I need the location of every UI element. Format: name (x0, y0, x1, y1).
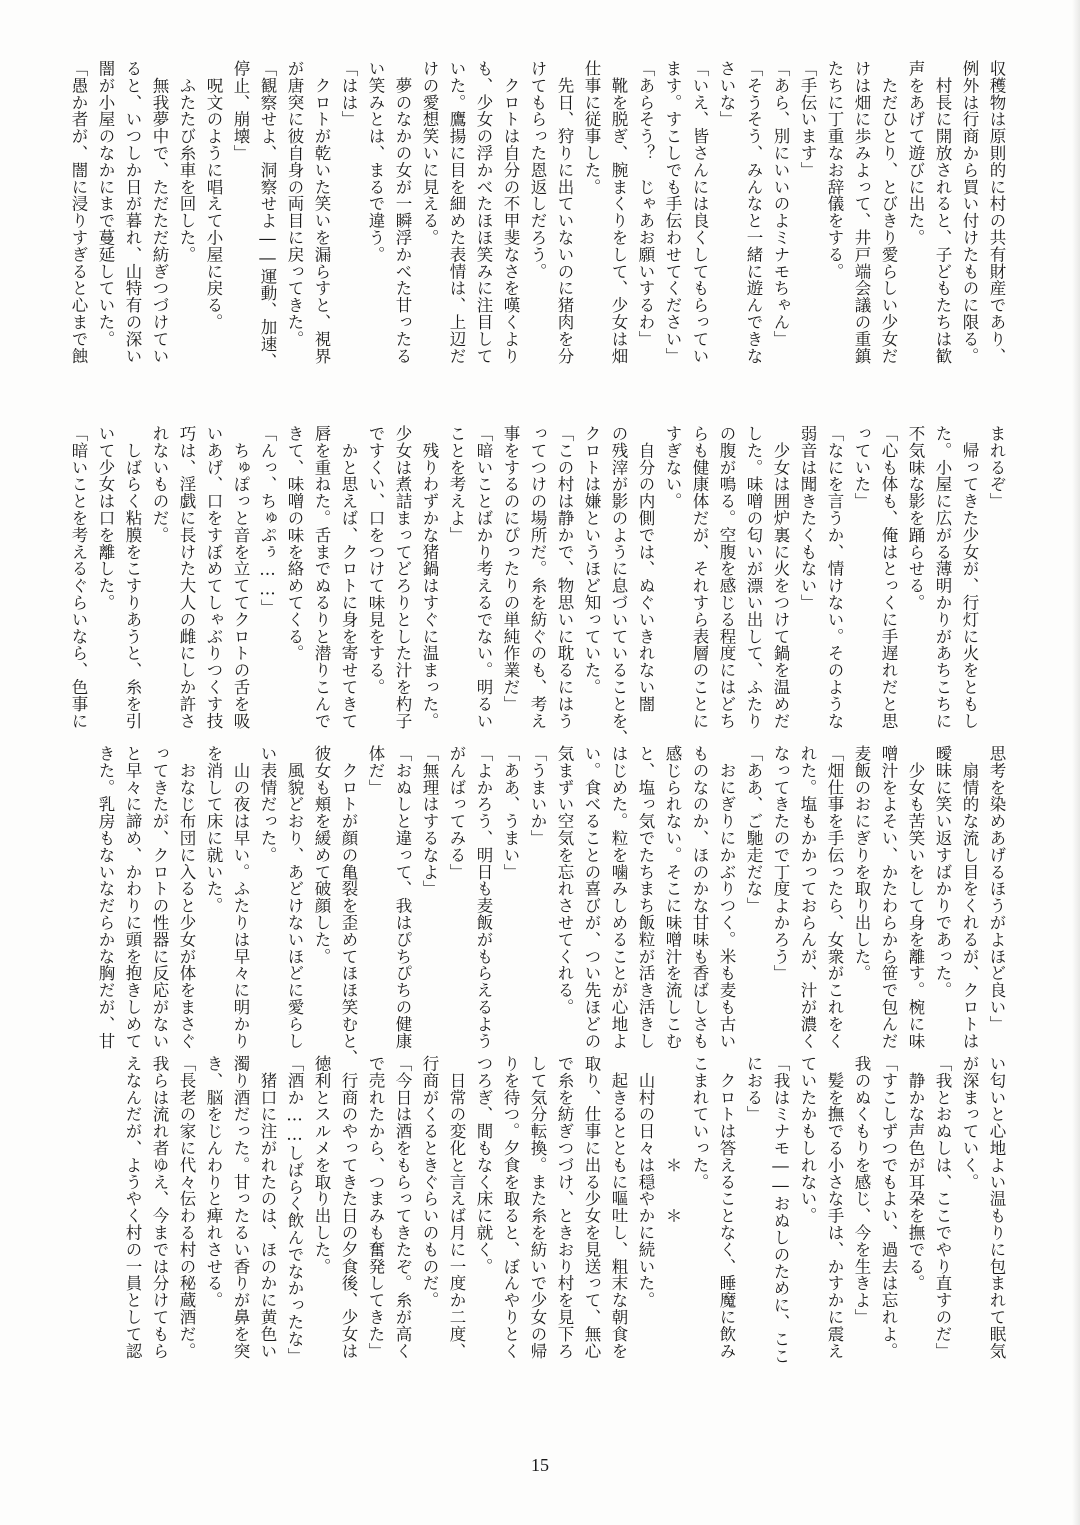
text-line: クロトが顔の亀裂を歪めてほほ笑むと、 (339, 745, 358, 1067)
text-line: 曖昧に笑い返すばかりであった。 (933, 745, 952, 999)
text-line: ことを考えよ」 (447, 425, 466, 544)
text-line: 少女は囲炉裏に火をつけて鍋を温めだ (771, 425, 790, 730)
text-line: たちに丁重なお辞儀をする。 (825, 60, 844, 280)
text-line: を消して床に就いた。 (204, 745, 223, 914)
text-line: と早々に諦め、かわりに頭を抱きしめて (123, 745, 142, 1050)
text-line: 行商がくるときぐらいのものだ。 (420, 1055, 439, 1309)
text-line: た。小屋に広がる薄明かりがあちこちに (933, 425, 952, 730)
text-line: 我らは流れ者ゆえ、今までは分けてもら (150, 1055, 169, 1360)
text-line: 「んっ、ちゅぷぅ……」 (258, 425, 277, 616)
text-line: 「愚か者が、闇に浸りすぎると心まで蝕 (69, 60, 88, 365)
text-line: 日常の変化と言えば月に一度か二度、 (447, 1055, 466, 1360)
text-line: 「そうそう、みんなと一緒に遊んできな (744, 60, 763, 365)
text-line: れないものだ。 (150, 425, 169, 544)
text-line: 無我夢中で、ただただ紡ぎつづけてい (150, 60, 169, 365)
text-line: ていたかもしれない。 (798, 1055, 817, 1224)
text-line: い匂いと心地よい温もりに包まれて眠気 (987, 1055, 1006, 1360)
text-line: 「今日は酒をもらってきたぞ。糸が高く (393, 1055, 412, 1360)
text-line: 先日、狩りに出ていないのに猪肉を分 (555, 60, 574, 365)
text-line: 山村の日々は穏やかに続いた。 (636, 1055, 655, 1309)
text-line: ます。すこしでも手伝わせてください」 (663, 60, 682, 365)
text-line: いて少女は口を離した。 (96, 425, 115, 611)
text-line: ふたたび糸車を回した。 (177, 60, 196, 263)
text-line: 不気味な影を踊らせる。 (906, 425, 925, 611)
text-line: 「あら、別にいいのよミナモちゃん」 (771, 60, 790, 348)
text-line: 少女も苦笑いをして身を離す。椀に味 (906, 745, 925, 1050)
text-block-1 (69, 60, 1010, 390)
text-line: 「ああ、うまい」 (501, 745, 520, 881)
text-line: 「観察せよ、洞察せよ――運動、加速、 (258, 60, 277, 370)
text-line: ると、いつしか日が暮れ、山特有の深い (123, 60, 142, 365)
text-line: がんばってみる」 (447, 745, 466, 881)
text-line: っていた」 (852, 425, 871, 510)
text-line: 「うまいか」 (528, 745, 547, 847)
text-block-3 (80, 745, 1010, 1075)
text-line: 麦飯のおにぎりを取り出した。 (852, 745, 871, 982)
text-line: 「おぬしと違って、我はぴちぴちの健康 (393, 745, 412, 1050)
text-line: 「よかろう、明日も麦飯がもらえるよう (474, 745, 493, 1050)
text-line: クロトは嫌というほど知っていた。 (582, 425, 601, 696)
text-line: 「はは」 (339, 60, 358, 128)
text-line: で売れたから、つまみも奮発してきた」 (366, 1055, 385, 1360)
text-line: 少女は煮詰まってどろりとした汁を杓子 (393, 425, 412, 730)
text-line: 「無理はするなよ」 (420, 745, 439, 898)
text-line: けの愛想笑いに見える。 (420, 60, 439, 246)
text-line: なってきたので丁度よかろう」 (771, 745, 790, 982)
text-line: 噌汁をよそい、かたわらから笹で包んだ (879, 745, 898, 1050)
text-line: ってきたが、クロトの性器に反応がない (150, 745, 169, 1050)
text-line: が唐突に彼自身の両目に戻ってきた。 (285, 60, 304, 348)
text-line: 停止、崩壊」 (231, 60, 250, 162)
text-line: 徳利とスルメを取り出した。 (312, 1055, 331, 1275)
text-line: して気分転換。また糸を紡いで少女の帰 (528, 1055, 547, 1360)
text-line: の腹が鳴る。空腹を感じる程度にはどち (717, 425, 736, 730)
text-line: 「ああ、ご馳走だな」 (744, 745, 763, 914)
text-line: 山の夜は早い。ふたりは早々に明かり (231, 745, 250, 1050)
text-line: 気まずい空気を忘れさせてくれる。 (555, 745, 574, 1016)
text-line: つろぎ、間もなく床に就く。 (474, 1055, 493, 1275)
text-line: 「心も体も、俺はとっくに手遅れだと思 (879, 425, 898, 730)
text-line: らも健康体だが、それすら表層のことに (690, 425, 709, 730)
text-line: ですくい、口をつけて味見をする。 (366, 425, 385, 696)
text-line: 取り、仕事に出る少女を見送って、無心 (582, 1055, 601, 1360)
page-number: 15 (531, 1455, 549, 1475)
text-line: りを待つ。夕食を取ると、ぼんやりとく (501, 1055, 520, 1360)
text-line: 「この村は静かで、物思いに耽るにはう (555, 425, 574, 730)
text-block-4 (80, 1055, 1010, 1385)
text-line: クロトは自分の不甲斐なさを嘆くより (501, 60, 520, 365)
text-line: と、塩っ気でたちまち飯粒が活き活きし (636, 745, 655, 1050)
text-line: におる」 (744, 1055, 763, 1123)
text-line: すぎない。 (663, 425, 682, 510)
text-line: 「我とおぬしは、ここでやり直すのだ」 (933, 1055, 952, 1360)
text-line: も、少女の浮かべたほほ笑みに注目して (474, 60, 493, 365)
text-line: 「長老の家に代々伝わる村の秘蔵酒だ。 (177, 1055, 196, 1360)
text-line: さいな」 (717, 60, 736, 128)
text-line: 唇を重ねた。舌までぬるりと潜りこんで (312, 425, 331, 730)
text-line: の残滓が影のように息づいていることを、 (609, 425, 628, 747)
text-line: 「畑仕事を手伝ったら、女衆がこれをく (825, 745, 844, 1050)
text-line: 闇が小屋のなかにまで蔓延していた。 (96, 60, 115, 348)
text-line: クロトが乾いた笑いを漏らすと、視界 (312, 60, 331, 365)
text-line: 髪を撫でる小さな手は、かすかに震え (825, 1055, 844, 1360)
text-line: き、脳をじんわりと痺れさせる。 (204, 1055, 223, 1309)
scan-edge (1072, 0, 1080, 1525)
text-line: 例外は行商から買い付けたものに限る。 (960, 60, 979, 365)
text-line: かと思えば、クロトに身を寄せてきて (339, 425, 358, 730)
text-line: こまれていった。 (690, 1055, 709, 1191)
text-line: けてもらった恩返しだろう。 (528, 60, 547, 280)
text-line: 「暗いことを考えるぐらいなら、色事に (69, 425, 88, 730)
text-line: 靴を脱ぎ、腕まくりをして、少女は畑 (609, 60, 628, 365)
text-line: 「手伝います」 (798, 60, 817, 179)
text-block-2 (69, 425, 1010, 755)
text-line: 「なにを言うか、情けない。そのような (825, 425, 844, 730)
text-line: けは畑に歩みよって、井戸端会議の重鎮 (852, 60, 871, 365)
text-line: 静かな声色が耳朶を撫でる。 (906, 1055, 925, 1292)
text-line: 弱音は聞きたくもない」 (798, 425, 817, 611)
text-line: 残りわずかな猪鍋はすぐに温まった。 (420, 425, 439, 730)
text-line: まれるぞ」 (987, 425, 1006, 510)
text-line: 呪文のように唱えて小屋に戻る。 (204, 60, 223, 331)
text-line: おなじ布団に入ると少女が体をまさぐ (177, 745, 196, 1050)
text-line: 濁り酒だった。甘ったるい香りが鼻を突 (231, 1055, 250, 1360)
text-line: れた。塩もかかっておらんが、汁が濃く (798, 745, 817, 1050)
text-line: しばらく粘膜をこすりあうと、糸を引 (123, 425, 142, 730)
text-line: 体だ」 (366, 745, 385, 796)
text-line: 「暗いことばかり考えるでない。明るい (474, 425, 493, 730)
text-line: 「すこしずつでもよい、過去は忘れよ。 (879, 1055, 898, 1360)
text-line: 声をあげて遊びに出た。 (906, 60, 925, 246)
text-line: 風貌どおり、あどけないほどに愛らし (285, 745, 304, 1050)
text-line: い笑みとは、まるで違う。 (366, 60, 385, 263)
text-line: 収穫物は原則的に村の共有財産であり、 (987, 60, 1006, 365)
text-line: い表情だった。 (258, 745, 277, 864)
text-line: ちゅぽっと音を立ててクロトの舌を吸 (231, 425, 250, 730)
text-line: 行商のやってきた日の夕食後、少女は (339, 1055, 358, 1360)
text-line: ものなのか、ほのかな甘味も香ばしさも (690, 745, 709, 1050)
text-line: ただひとり、とびきり愛らしい少女だ (879, 60, 898, 365)
text-line: 我のぬくもりを感じ、今を生きよ」 (852, 1055, 871, 1326)
text-line: いた。鷹揚に目を細めた表情は、上辺だ (447, 60, 466, 365)
text-line: した。味噌の匂いが漂い出して、ふたり (744, 425, 763, 730)
text-line: 起きるとともに嘔吐し、粗末な朝食を (609, 1055, 628, 1360)
text-line: ってつけの場所だ。糸を紡ぐのも、考え (528, 425, 547, 730)
text-line: 「我はミナモ――おぬしのために、ここ (771, 1055, 790, 1365)
text-line: 自分の内側では、ぬぐいきれない闇 (636, 425, 655, 713)
text-line: 村長に開放されると、子どもたちは歓 (933, 60, 952, 365)
text-line: 扇情的な流し目をくれるが、クロトは (960, 745, 979, 1050)
text-line: いあげ、口をすぼめてしゃぶりつくす技 (204, 425, 223, 730)
text-line: 帰ってきた少女が、行灯に火をともし (960, 425, 979, 730)
text-line: い。食べることの喜びが、つい先ほどの (582, 745, 601, 1050)
text-line: 猪口に注がれたのは、ほのかに黄色い (258, 1055, 277, 1360)
text-line: 夢のなかの女が一瞬浮かべた甘ったる (393, 60, 412, 365)
text-line: きた。乳房もないなだらかな胸だが、甘 (96, 745, 115, 1050)
text-line: きて、味噌の味を絡めてくる。 (285, 425, 304, 662)
text-line: 彼女も頬を緩めて破顔した。 (312, 745, 331, 965)
text-line: はじめた。粒を噛みしめることが心地よ (609, 745, 628, 1050)
text-line: クロトは答えることなく、睡魔に飲み (717, 1055, 736, 1360)
text-line: ＊ ＊ (663, 1055, 682, 1224)
text-line: おにぎりにかぶりつく。米も麦も古い (717, 745, 736, 1050)
text-line: 感じられない。そこに味噌汁を流しこむ (663, 745, 682, 1050)
text-line: 「酒か……しばらく飲んでなかったな」 (285, 1055, 304, 1365)
text-line: 事をするのにぴったりの単純作業だ」 (501, 425, 520, 713)
text-line: 「あらそう？ じゃあお願いするわ」 (636, 60, 655, 348)
text-line: えなんだが、ようやく村の一員として認 (123, 1055, 142, 1360)
text-line: 巧は、淫戯に長けた大人の雌にしか許さ (177, 425, 196, 730)
text-line: 仕事に従事した。 (582, 60, 601, 196)
text-line: で糸を紡ぎつづけ、ときおり村を見下ろ (555, 1055, 574, 1360)
text-line: 「いえ、皆さんには良くしてもらってい (690, 60, 709, 365)
text-line: 思考を染めあげるほうがよほど良い」 (987, 745, 1006, 1033)
text-line: が深まっていく。 (960, 1055, 979, 1191)
